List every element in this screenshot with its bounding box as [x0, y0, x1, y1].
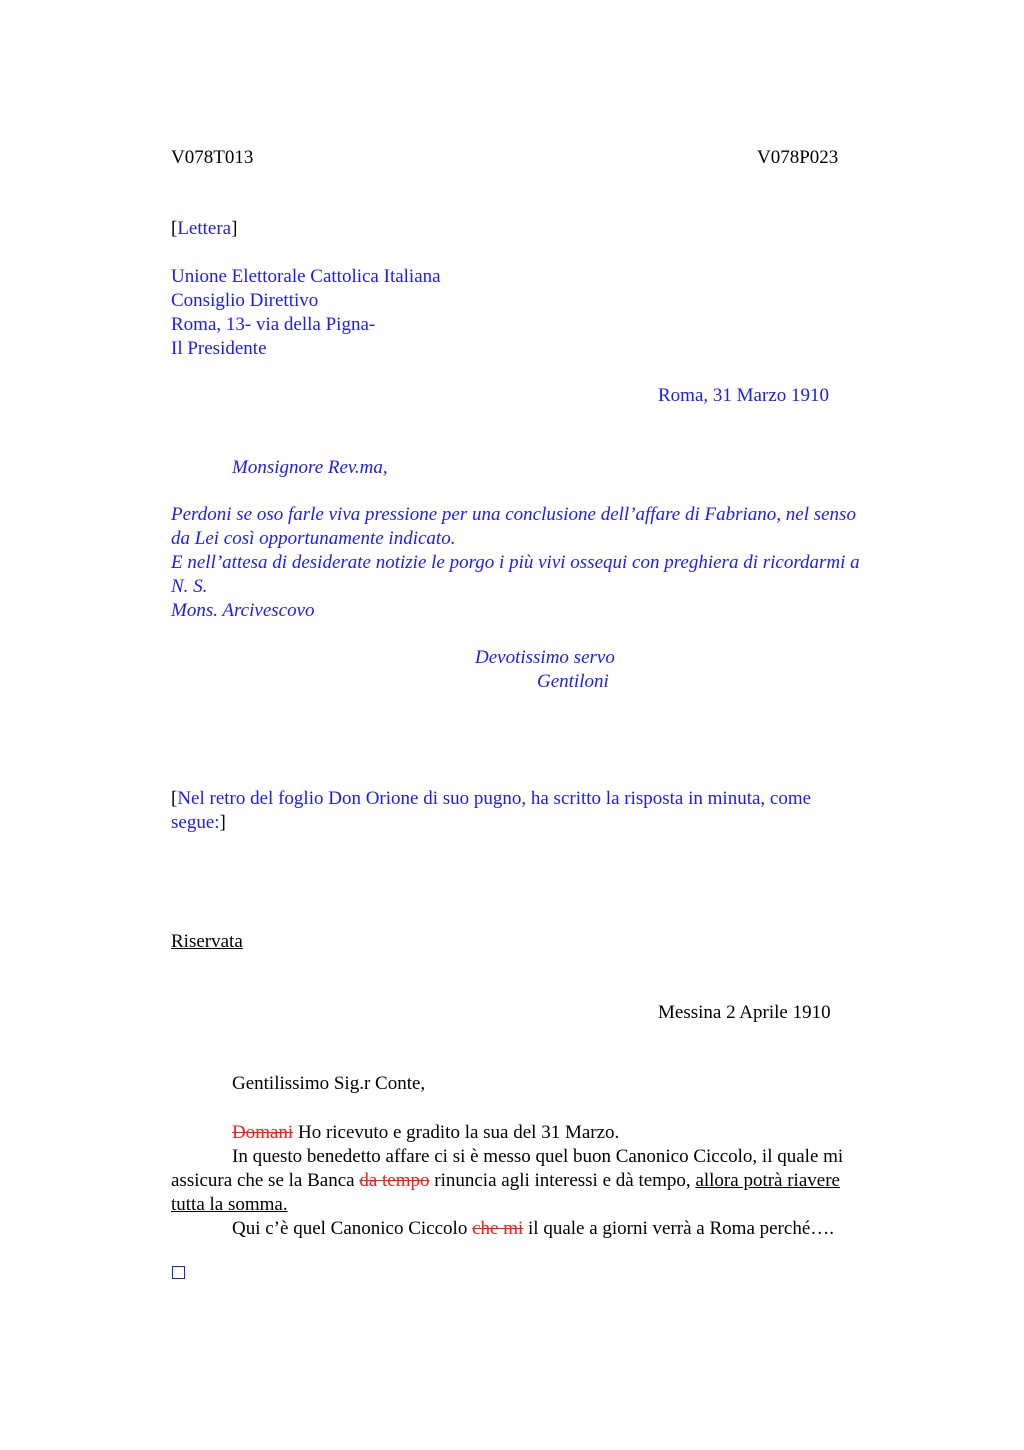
letterhead-line: Il Presidente [171, 338, 267, 359]
reply-paragraph-2-line [171, 1193, 931, 1217]
letterhead-line: Roma, 13- via della Pigna- [171, 314, 376, 335]
checkbox-square-icon [172, 1266, 185, 1279]
letter-tag-label: Lettera [177, 218, 232, 239]
letter-tag-open: [ [171, 218, 178, 239]
underlined-text: tutta la somma. [171, 1194, 288, 1215]
letter-salutation: Monsignore Rev.ma, [232, 457, 388, 478]
reply-paragraph-2-line [171, 1169, 931, 1193]
reply-text: Qui c’è quel Canonico Ciccolo [232, 1218, 473, 1239]
letter-body-line: E nell’attesa di desiderate notizie le porgo i più vivi ossequi con preghiera di ricordarmi a [171, 552, 860, 573]
letterhead [171, 265, 931, 361]
letter-body-line: Perdoni se oso farle viva pressione per una conclusione dell’affare di Fabriano, nel senso [171, 504, 856, 525]
reply-paragraph-1 [171, 1121, 931, 1145]
reply-body [171, 1121, 931, 1241]
note-close-bracket: ] [219, 812, 226, 833]
header-right-code: V078P023 [757, 147, 839, 168]
struck-word: da tempo [359, 1170, 430, 1191]
reply-text: assicura che se la Banca [171, 1170, 360, 1191]
note-open-bracket: [ [171, 788, 178, 809]
letter-body-line: da Lei così opportunamente indicato. [171, 528, 456, 549]
editorial-note [171, 787, 931, 835]
letter-tag [171, 217, 237, 241]
letter-closing: Devotissimo servo [475, 647, 615, 668]
reply-paragraph-2-line: In questo benedetto affare ci si è messo quel buon Canonico Ciccolo, il quale mi [232, 1146, 844, 1167]
letter-body-line: N. S. [171, 576, 208, 597]
reserved-label: Riservata [171, 931, 243, 952]
underlined-text: allora potrà riavere [695, 1170, 840, 1191]
reply-paragraph-3 [171, 1217, 931, 1241]
letter-date: Roma, 31 Marzo 1910 [658, 385, 829, 406]
letter-tag-close: ] [231, 218, 238, 239]
header-left-code: V078T013 [171, 147, 254, 168]
reply-salutation: Gentilissimo Sig.r Conte, [232, 1073, 426, 1094]
letterhead-line: Unione Elettorale Cattolica Italiana [171, 266, 441, 287]
reply-text: rinuncia agli interessi e dà tempo, [429, 1170, 696, 1191]
struck-word: che mi [472, 1218, 524, 1239]
struck-word: Domani [232, 1122, 294, 1143]
reply-text: il quale a giorni verrà a Roma perché…. [523, 1218, 835, 1239]
letter-body [171, 503, 931, 623]
note-line: segue: [171, 812, 220, 833]
letter-signature: Gentiloni [537, 671, 609, 692]
letterhead-line: Consiglio Direttivo [171, 290, 319, 311]
letter-body-line: Mons. Arcivescovo [171, 600, 315, 621]
reply-date: Messina 2 Aprile 1910 [658, 1002, 831, 1023]
reply-text: Ho ricevuto e gradito la sua del 31 Marzo. [293, 1122, 620, 1143]
note-line: Nel retro del foglio Don Orione di suo pugno, ha scritto la risposta in minuta, come [177, 788, 812, 809]
